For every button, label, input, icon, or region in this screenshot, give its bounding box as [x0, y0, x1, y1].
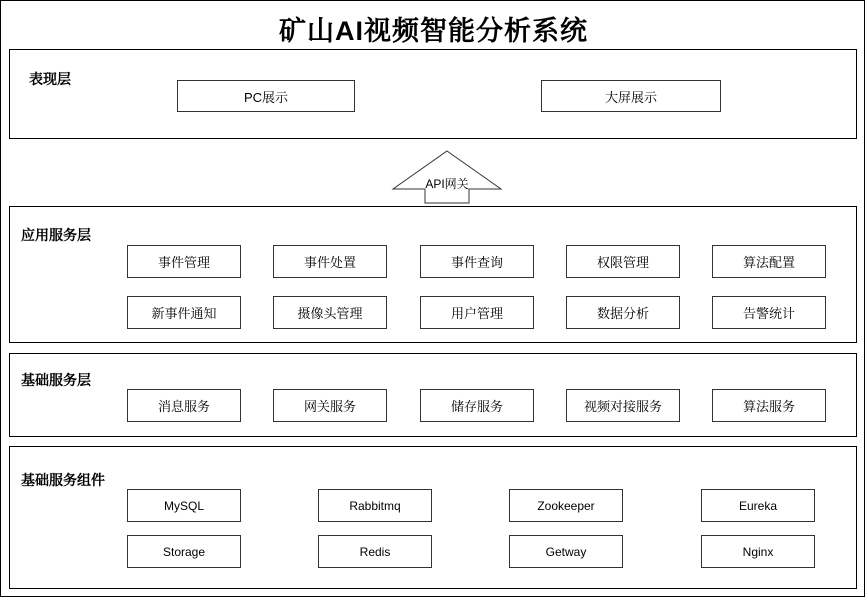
node-bigscreen-display[interactable]: 大屏展示: [541, 80, 721, 112]
node-data-analysis[interactable]: 数据分析: [566, 296, 680, 329]
node-nginx[interactable]: Nginx: [701, 535, 815, 568]
layer-presentation: [9, 49, 857, 139]
node-getway[interactable]: Getway: [509, 535, 623, 568]
node-storage[interactable]: Storage: [127, 535, 241, 568]
node-event-management[interactable]: 事件管理: [127, 245, 241, 278]
node-redis[interactable]: Redis: [318, 535, 432, 568]
node-message-service[interactable]: 消息服务: [127, 389, 241, 422]
node-camera-management[interactable]: 摄像头管理: [273, 296, 387, 329]
api-gateway-label: API网关: [425, 177, 469, 191]
node-eureka[interactable]: Eureka: [701, 489, 815, 522]
layer-application-service-label: 应用服务层: [21, 227, 91, 243]
page-title: 矿山AI视频智能分析系统: [279, 16, 588, 46]
node-permission-management[interactable]: 权限管理: [566, 245, 680, 278]
api-gateway-arrow: [391, 149, 503, 205]
node-user-management[interactable]: 用户管理: [420, 296, 534, 329]
layer-basic-components-label: 基础服务组件: [21, 472, 105, 488]
node-algorithm-service[interactable]: 算法服务: [712, 389, 826, 422]
node-storage-service[interactable]: 储存服务: [420, 389, 534, 422]
node-alarm-statistics[interactable]: 告警统计: [712, 296, 826, 329]
layer-basic-service-label: 基础服务层: [21, 372, 91, 388]
node-pc-display[interactable]: PC展示: [177, 80, 355, 112]
layer-presentation-label: 表现层: [29, 71, 71, 87]
node-rabbitmq[interactable]: Rabbitmq: [318, 489, 432, 522]
node-mysql[interactable]: MySQL: [127, 489, 241, 522]
node-algorithm-config[interactable]: 算法配置: [712, 245, 826, 278]
node-zookeeper[interactable]: Zookeeper: [509, 489, 623, 522]
node-gateway-service[interactable]: 网关服务: [273, 389, 387, 422]
node-video-docking-service[interactable]: 视频对接服务: [566, 389, 680, 422]
node-event-handling[interactable]: 事件处置: [273, 245, 387, 278]
node-new-event-notification[interactable]: 新事件通知: [127, 296, 241, 329]
node-event-query[interactable]: 事件查询: [420, 245, 534, 278]
